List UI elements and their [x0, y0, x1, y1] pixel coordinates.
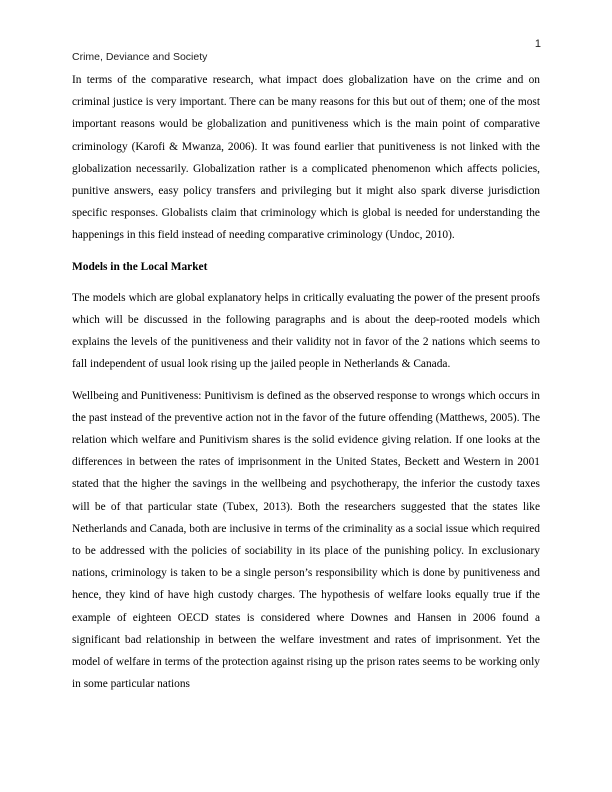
paragraph-wellbeing-punitiveness: Wellbeing and Punitiveness: Punitivism is defined as the observed response to wrongs which occurs in the past instead of the preventive action not in the favor of the future offending (Matthews, 2005). The relation which welfare and Punitivism shares is the solid evidence giving relation. If one looks at the differences in between the rates of imprisonment in the United States, Beckett and Western in 2001 stated that the higher the savings in the wellbeing and psychotherapy, the inferior the custody taxes will be of that particular state (Tubex, 2013). Both the researchers suggested that the states like Netherlands and Canada, both are inclusive in terms of the criminality as a social issue which required to be addressed with the policies of sociability in its place of the punishing policy. In exclusionary nations, criminology is taken to be a single person’s responsibility which is done by punitiveness and hence, they kind of have high custody charges. The hypothesis of welfare looks equally true if the example of eighteen OECD states is considered where Downes and Hansen in 2006 found a significant bad relationship in between the welfare investment and rates of imprisonment. Yet the model of welfare in terms of the protection against rising up the prison rates seems to be working only in some particular nations	[72, 389, 540, 691]
paragraph-globalization: In terms of the comparative research, what impact does globalization have on the crime and on criminal justice is very important. There can be many reasons for this but out of them; one of the most important reasons would be globalization and punitiveness which is the main point of comparative criminology (Karofi & Mwanza, 2006). It was found earlier that punitiveness is not linked with the globalization necessarily. Globalization rather is a complicated phenomenon which affects policies, punitive answers, easy policy transfers and privileging but it might also spark diverse jurisdiction specific responses. Globalists claim that criminology which is global is needed for understanding the happenings in this field instead of needing comparative criminology (Undoc, 2010).	[72, 74, 540, 242]
document-body	[72, 69, 540, 704]
running-head: Crime, Deviance and Society	[72, 51, 208, 63]
paragraph-global-models: The models which are global explanatory helps in critically evaluating the power of the present proofs which will be discussed in the following paragraphs and is about the deep-rooted models which explains the levels of the punitiveness and their validity not in favor of the 2 nations which seems to fall independent of usual look rising up the jailed people in Netherlands & Canada.	[72, 291, 540, 371]
section-heading-models: Models in the Local Market	[72, 260, 208, 273]
page-number: 1	[534, 38, 541, 50]
